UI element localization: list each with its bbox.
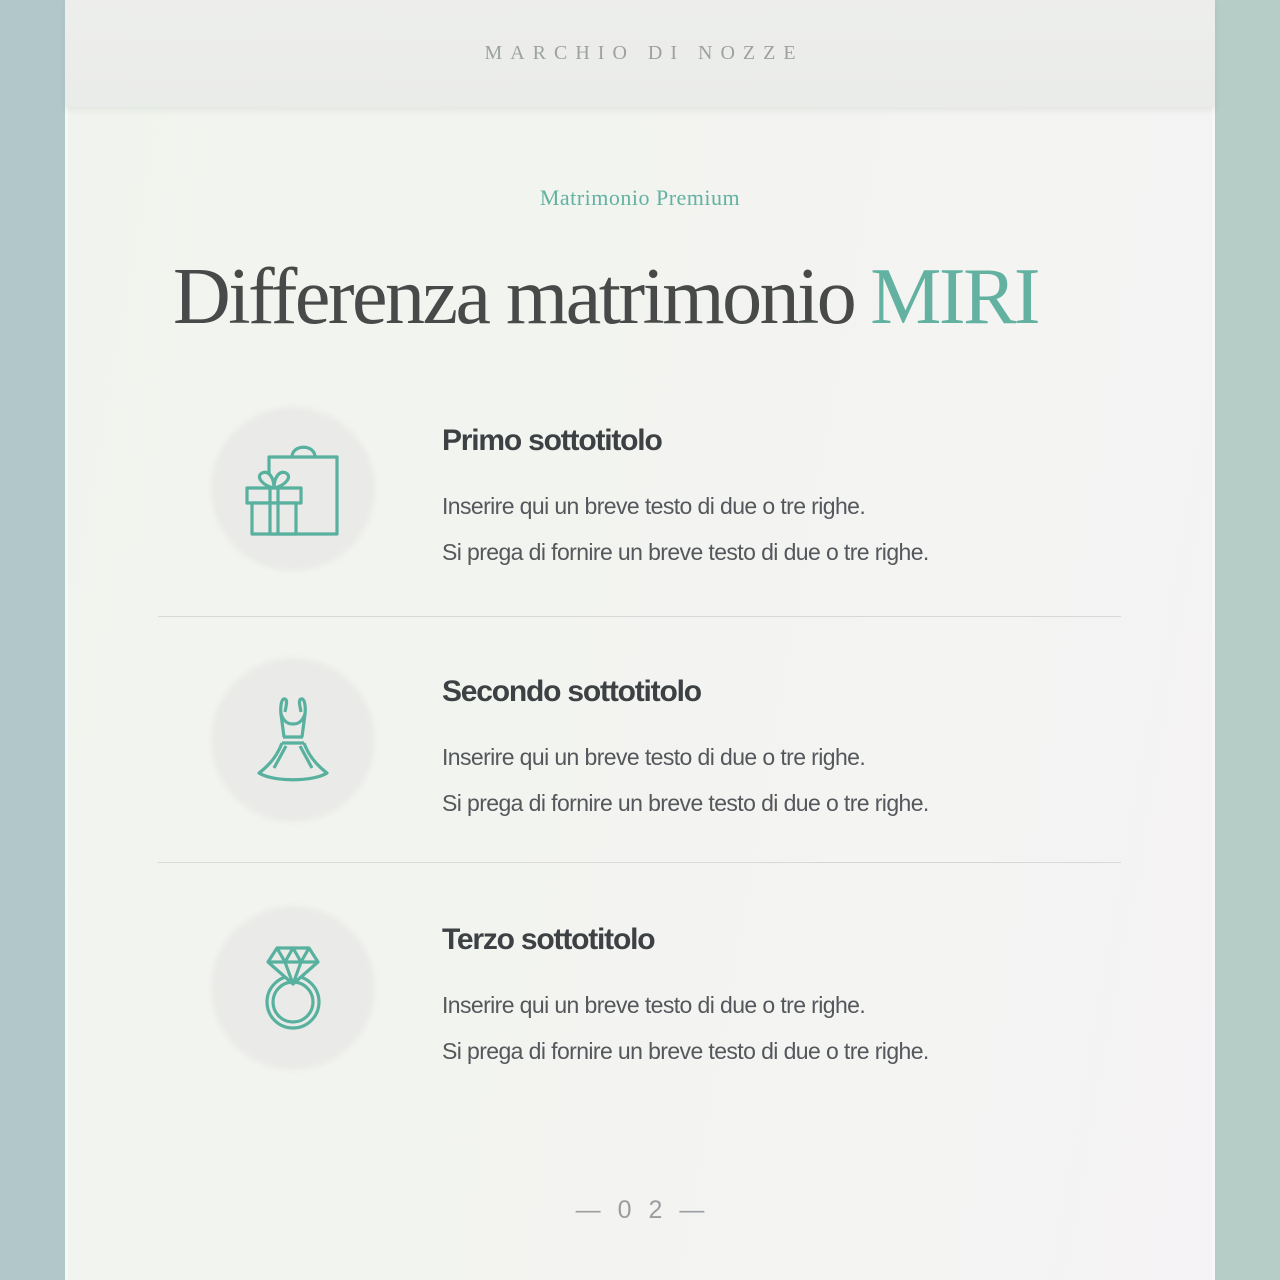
section-primo xyxy=(211,407,1155,575)
gift-icon xyxy=(211,407,375,571)
section-heading: Terzo sottotitolo xyxy=(442,923,655,956)
body-line: Si prega di fornire un breve testo di due o tre righe. xyxy=(442,539,929,565)
ring-icon xyxy=(211,906,375,1070)
slide-card xyxy=(65,0,1215,1280)
page-title xyxy=(173,252,1175,343)
body-line: Inserire qui un breve testo di due o tre righe. xyxy=(442,493,866,519)
section-terzo xyxy=(211,906,1155,1074)
section-divider xyxy=(158,862,1121,863)
brand-name: MARCHIO DI NOZZE xyxy=(484,42,804,64)
page-title-accent: MIRI xyxy=(870,253,1039,341)
header-band xyxy=(65,0,1215,107)
ring-icon-svg xyxy=(245,940,341,1036)
section-divider xyxy=(158,616,1121,617)
section-text-block xyxy=(442,906,929,1074)
eyebrow-label: Matrimonio Premium xyxy=(539,185,741,210)
section-secondo xyxy=(211,658,1155,826)
body-line: Inserire qui un breve testo di due o tre righe. xyxy=(442,744,866,770)
body-line: Si prega di fornire un breve testo di due o tre righe. xyxy=(442,1038,929,1064)
section-text-block xyxy=(442,658,929,826)
section-body xyxy=(442,734,929,826)
section-body xyxy=(442,982,929,1074)
gift-icon-svg xyxy=(245,441,341,537)
section-heading: Primo sottotitolo xyxy=(442,424,662,457)
section-body xyxy=(442,483,929,575)
dress-icon-svg xyxy=(245,692,341,788)
body-line: Inserire qui un breve testo di due o tre righe. xyxy=(442,992,866,1018)
page-title-main: Differenza matrimonio xyxy=(173,253,855,341)
section-text-block xyxy=(442,407,929,575)
section-heading: Secondo sottotitolo xyxy=(442,675,701,708)
body-line: Si prega di fornire un breve testo di due o tre righe. xyxy=(442,790,929,816)
dress-icon xyxy=(211,658,375,822)
page-number: — 0 2 — xyxy=(575,1196,710,1224)
